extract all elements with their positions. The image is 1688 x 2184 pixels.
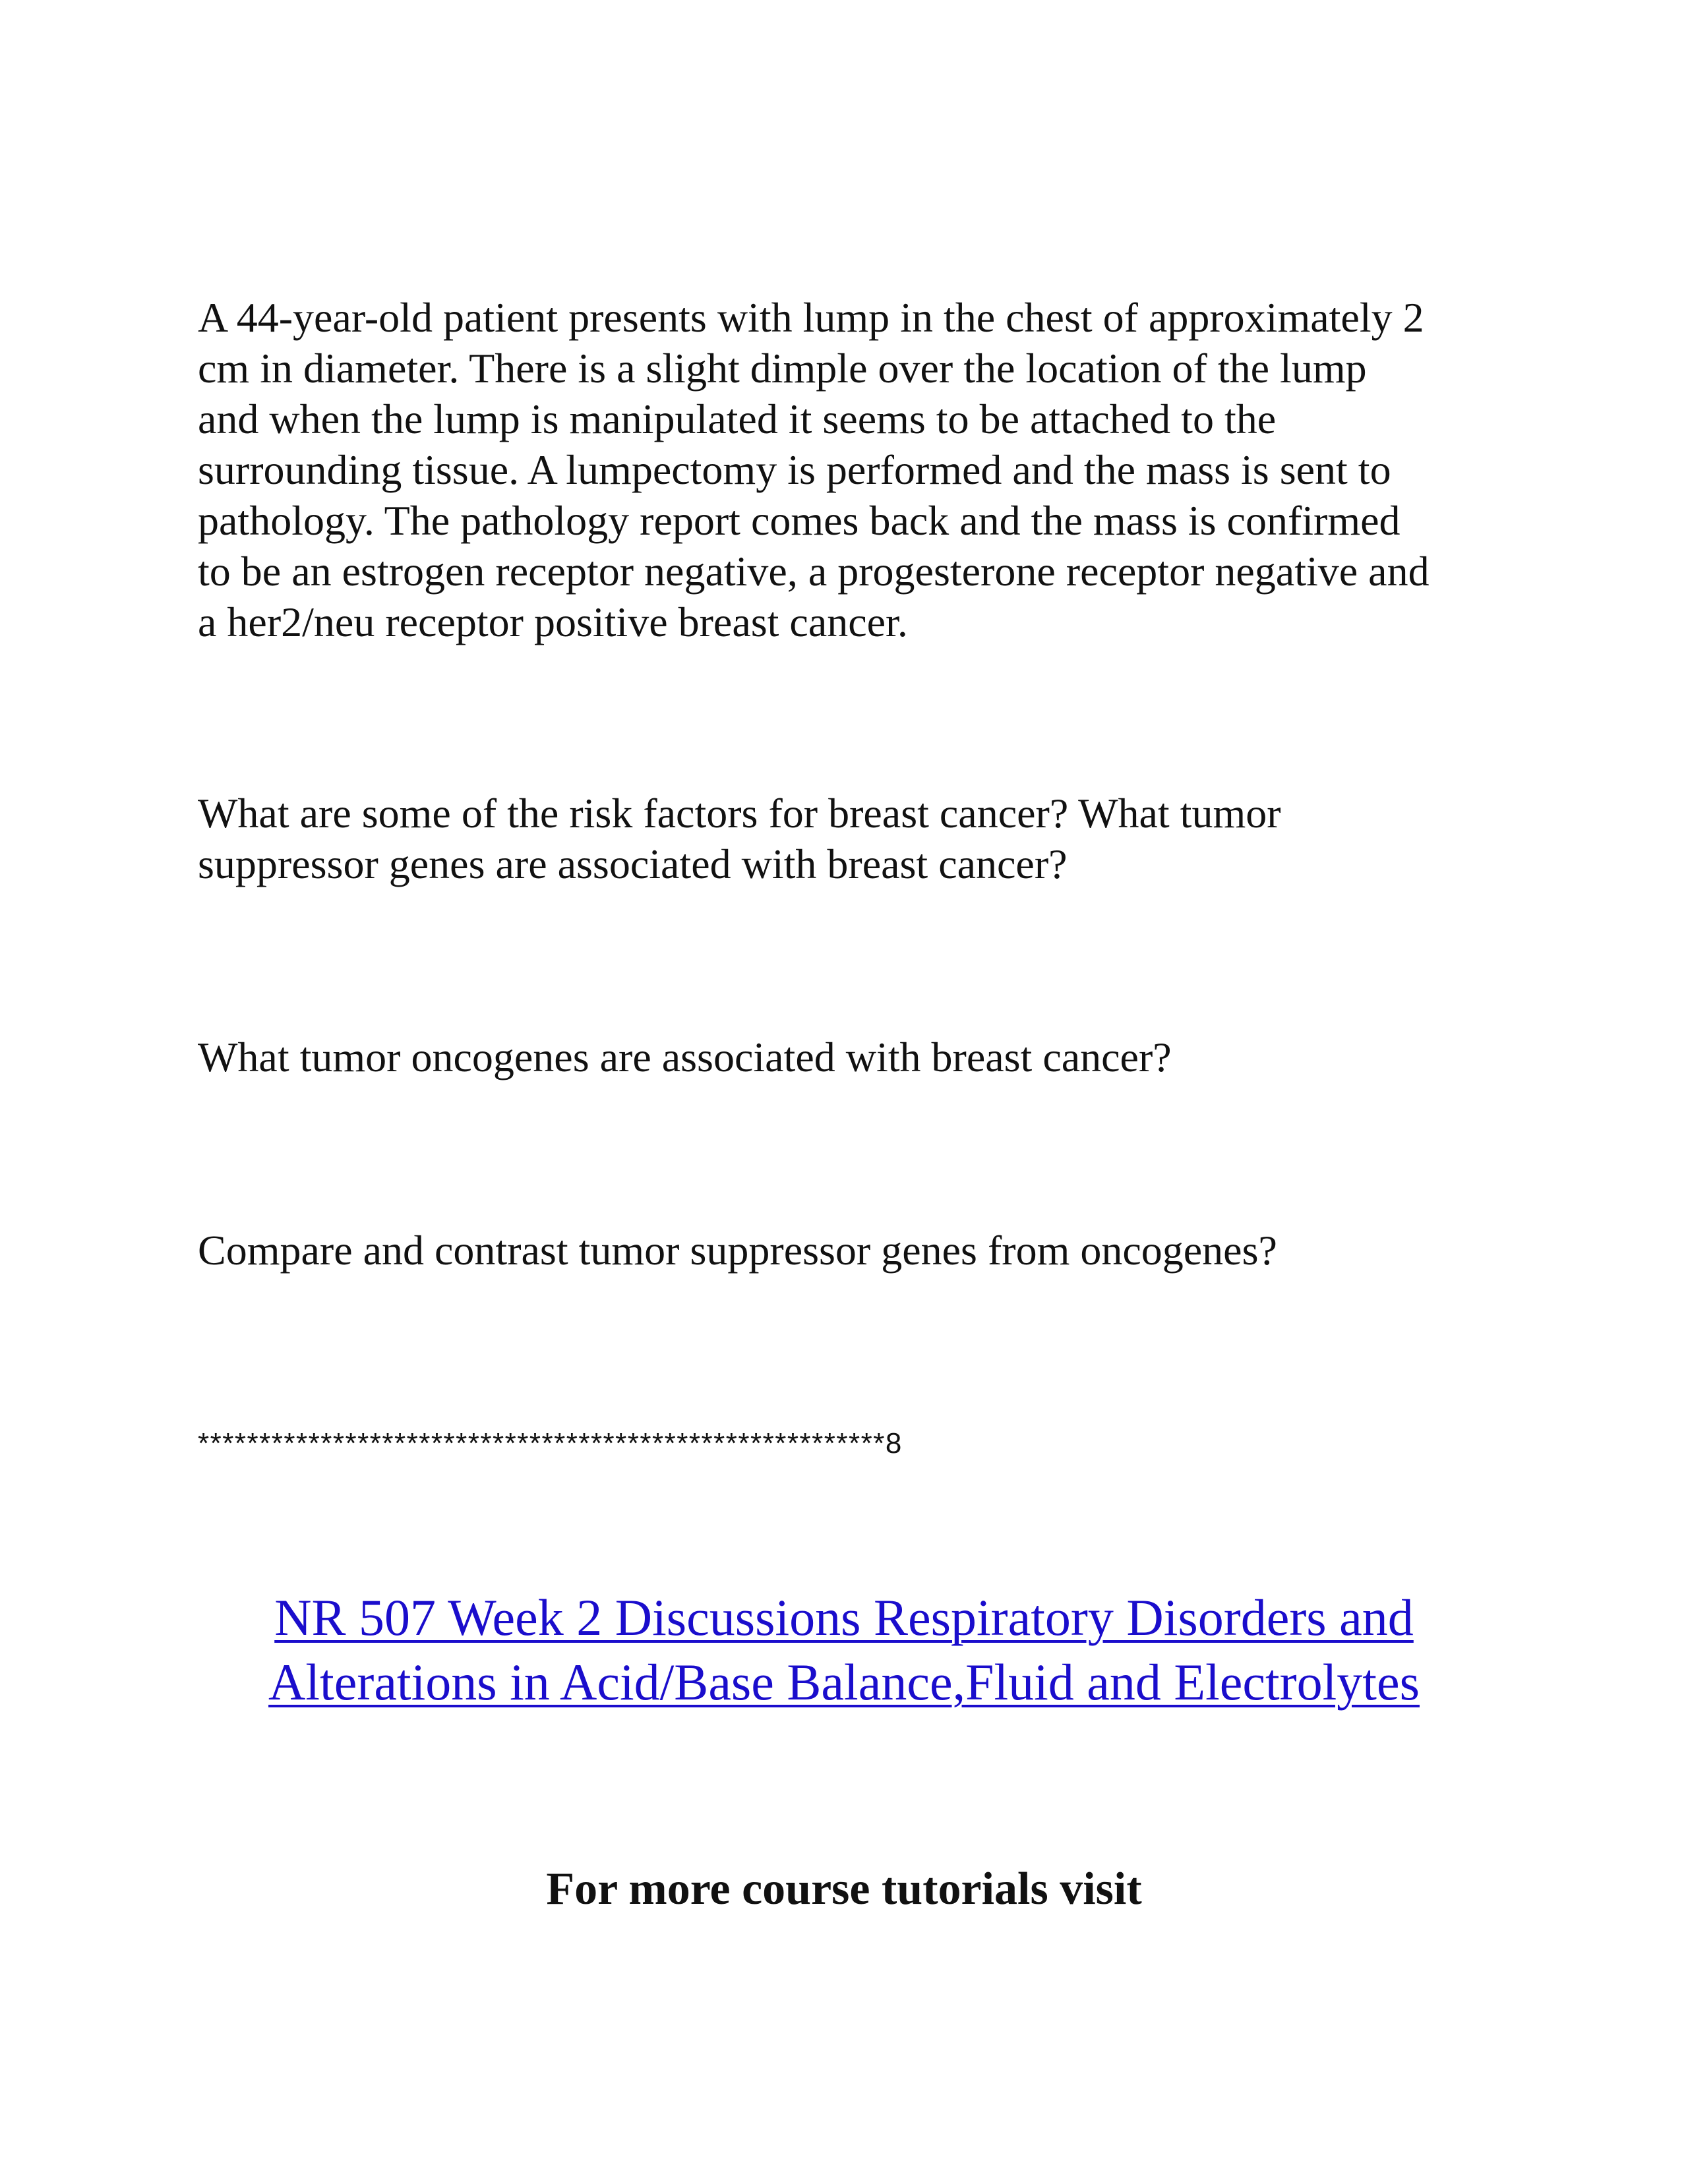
question-oncogenes: What tumor oncogenes are associated with breast cancer? <box>198 1034 1172 1080</box>
asterisk-separator: ********************************************************8 <box>198 1427 903 1460</box>
more-tutorials-heading: For more course tutorials visit <box>546 1864 1142 1914</box>
course-discussion-link[interactable]: NR 507 Week 2 Discussions Respiratory Disorders and Alterations in Acid/Base Balance,Fluid and Electrolytes <box>268 1589 1420 1711</box>
question-compare-contrast: Compare and contrast tumor suppressor genes from oncogenes? <box>198 1227 1277 1274</box>
case-description-paragraph: A 44-year-old patient presents with lump in the chest of approximately 2 cm in diameter. There is a slight dimple over the location of the lump and when the lump is manipulated it seems to be attached to the surrounding tissue. A lumpectomy is performed and the mass is sent to pathology. The pathology report comes back and the mass is confirmed to be an estrogen receptor negative, a progesterone receptor negative and a her2/neu receptor positive breast cancer. <box>198 294 1430 645</box>
question-risk-factors: What are some of the risk factors for breast cancer? What tumor suppressor genes are associated with breast cancer? <box>198 790 1281 887</box>
